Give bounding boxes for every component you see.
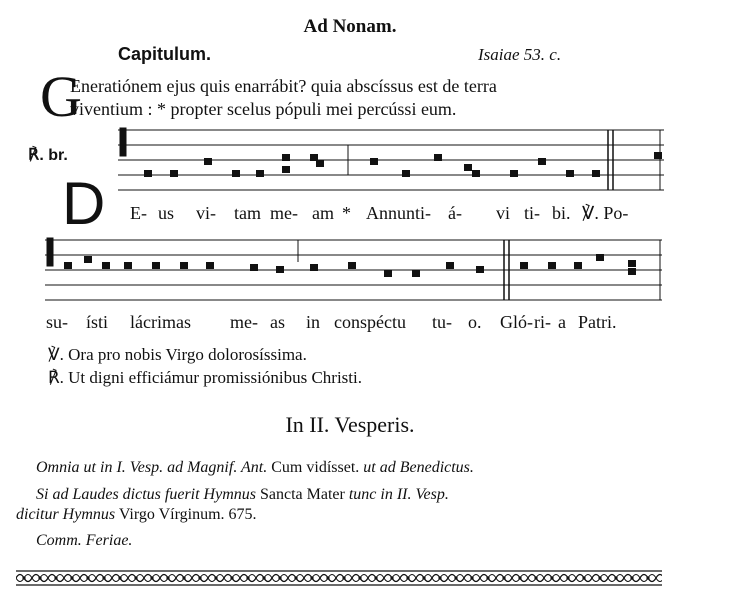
rubric-italic: tunc in II. Vesp. [348,486,449,503]
rubric-incipit: Cum vidísset. [271,459,360,476]
lyric-2-syllable: lácrimas [130,312,191,332]
lyric-2-syllable: ri- [534,312,551,332]
section-heading: In II. Vesperis. [285,412,415,437]
neume-note [476,266,484,273]
lyric-1-syllable: me- [270,203,298,223]
neume-note [566,170,574,177]
capitulum-label: Capitulum. [118,44,211,64]
lyric-2-syllable: o. [468,312,482,332]
lyric-2-syllable: a [558,312,566,332]
neume-note [520,262,528,269]
lyric-1-syllable: á- [448,203,462,223]
lyric-2-syllable: Patri. [578,312,617,332]
neume-note [592,170,600,177]
neume-note [574,262,582,269]
drop-cap-g: G [40,64,82,129]
neume-note [170,170,178,177]
neume-note [510,170,518,177]
neume-note [472,170,480,177]
drop-cap-d: D [62,170,106,237]
neume-note [256,170,264,177]
neume-note [206,262,214,269]
neume-note [282,166,290,173]
neume-note [250,264,258,271]
neume-note [310,264,318,271]
responsory-label: ℟. br. [28,147,68,164]
lyric-1-syllable: ℣. Po- [582,203,629,223]
rubric-incipit: Virgo Vírginum. 675. [118,506,257,523]
clef-staff-1 [120,128,126,156]
clef-staff-2 [47,238,53,266]
rubric-line-4 [36,532,132,550]
neume-note [64,262,72,269]
ornamental-border [16,570,662,586]
neume-note [412,270,420,277]
page-title: Ad Nonam. [303,16,397,37]
lyric-2-syllable: tu- [432,312,452,332]
neume-note [310,154,318,161]
lyric-1-syllable: * [342,203,351,223]
rubric-line-2 [36,486,449,504]
neume-note [654,152,662,159]
neume-note [628,260,636,267]
versicle: ℣. Ora pro nobis Virgo dolorosíssima. [48,345,307,364]
neume-note [102,262,110,269]
lyric-2-syllable: ísti [86,312,109,332]
lyric-1-syllable: E- [130,203,147,223]
neume-note [548,262,556,269]
lyric-1-syllable: vi [496,203,511,223]
rubric-line-3 [16,506,257,524]
staff-1-neumes [144,152,662,177]
neume-note [434,154,442,161]
staff-1-lines [118,130,664,190]
rubric-italic: ut ad Benedictus. [363,459,474,476]
neume-note [446,262,454,269]
lyric-1-syllable: vi- [196,203,216,223]
lyric-2-syllable: as [270,312,285,332]
lyric-1-syllable: ti- [524,203,540,223]
lyric-1-syllable: Annunti- [366,203,431,223]
neume-note [628,268,636,275]
neume-note [464,164,472,171]
neume-note [538,158,546,165]
lyric-1-syllable: us [158,203,175,223]
neume-note [232,170,240,177]
lyric-2-syllable: conspéctu [334,312,406,332]
neume-note [204,158,212,165]
rubric-italic: Si ad Laudes dictus fuerit Hymnus [36,486,256,503]
neume-note [596,254,604,261]
rubric-line-1 [36,459,474,477]
capitulum-line-2: viventium : * propter scelus pópuli mei percússi eum. [70,99,457,119]
lyric-2-syllable: me- [230,312,258,332]
neume-note [276,266,284,273]
lyric-1-syllable: am [312,203,334,223]
neume-note [402,170,410,177]
neume-note [180,262,188,269]
rubric-italic: Comm. Feriae. [36,532,133,549]
scripture-reference: Isaiae 53. c. [478,45,562,64]
rubric-italic: dicitur Hymnus [16,506,116,523]
neume-note [282,154,290,161]
lyric-1-syllable: tam [234,203,261,223]
rubric-italic: Omnia ut in I. Vesp. ad Magnif. Ant. [36,459,268,476]
neume-note [144,170,152,177]
lyric-2-syllable: su- [46,312,68,332]
lyric-1-syllable: bi. [552,203,571,223]
neume-note [384,270,392,277]
neume-note [84,256,92,263]
neume-note [370,158,378,165]
capitulum-line-1: Eneratiónem ejus quis enarrábit? quia abscíssus est de terra [70,76,497,96]
lyric-2-syllable: in [306,312,321,332]
staff-2-lines [45,240,662,300]
neume-note [152,262,160,269]
staff-2-neumes [64,254,636,277]
lyric-2-syllable: Gló- [500,312,533,332]
neume-note [348,262,356,269]
neume-note [124,262,132,269]
rubric-incipit: Sancta Mater [260,486,345,503]
neume-note [316,160,324,167]
response: ℟. Ut digni efficiámur promissiónibus Christi. [48,368,362,387]
